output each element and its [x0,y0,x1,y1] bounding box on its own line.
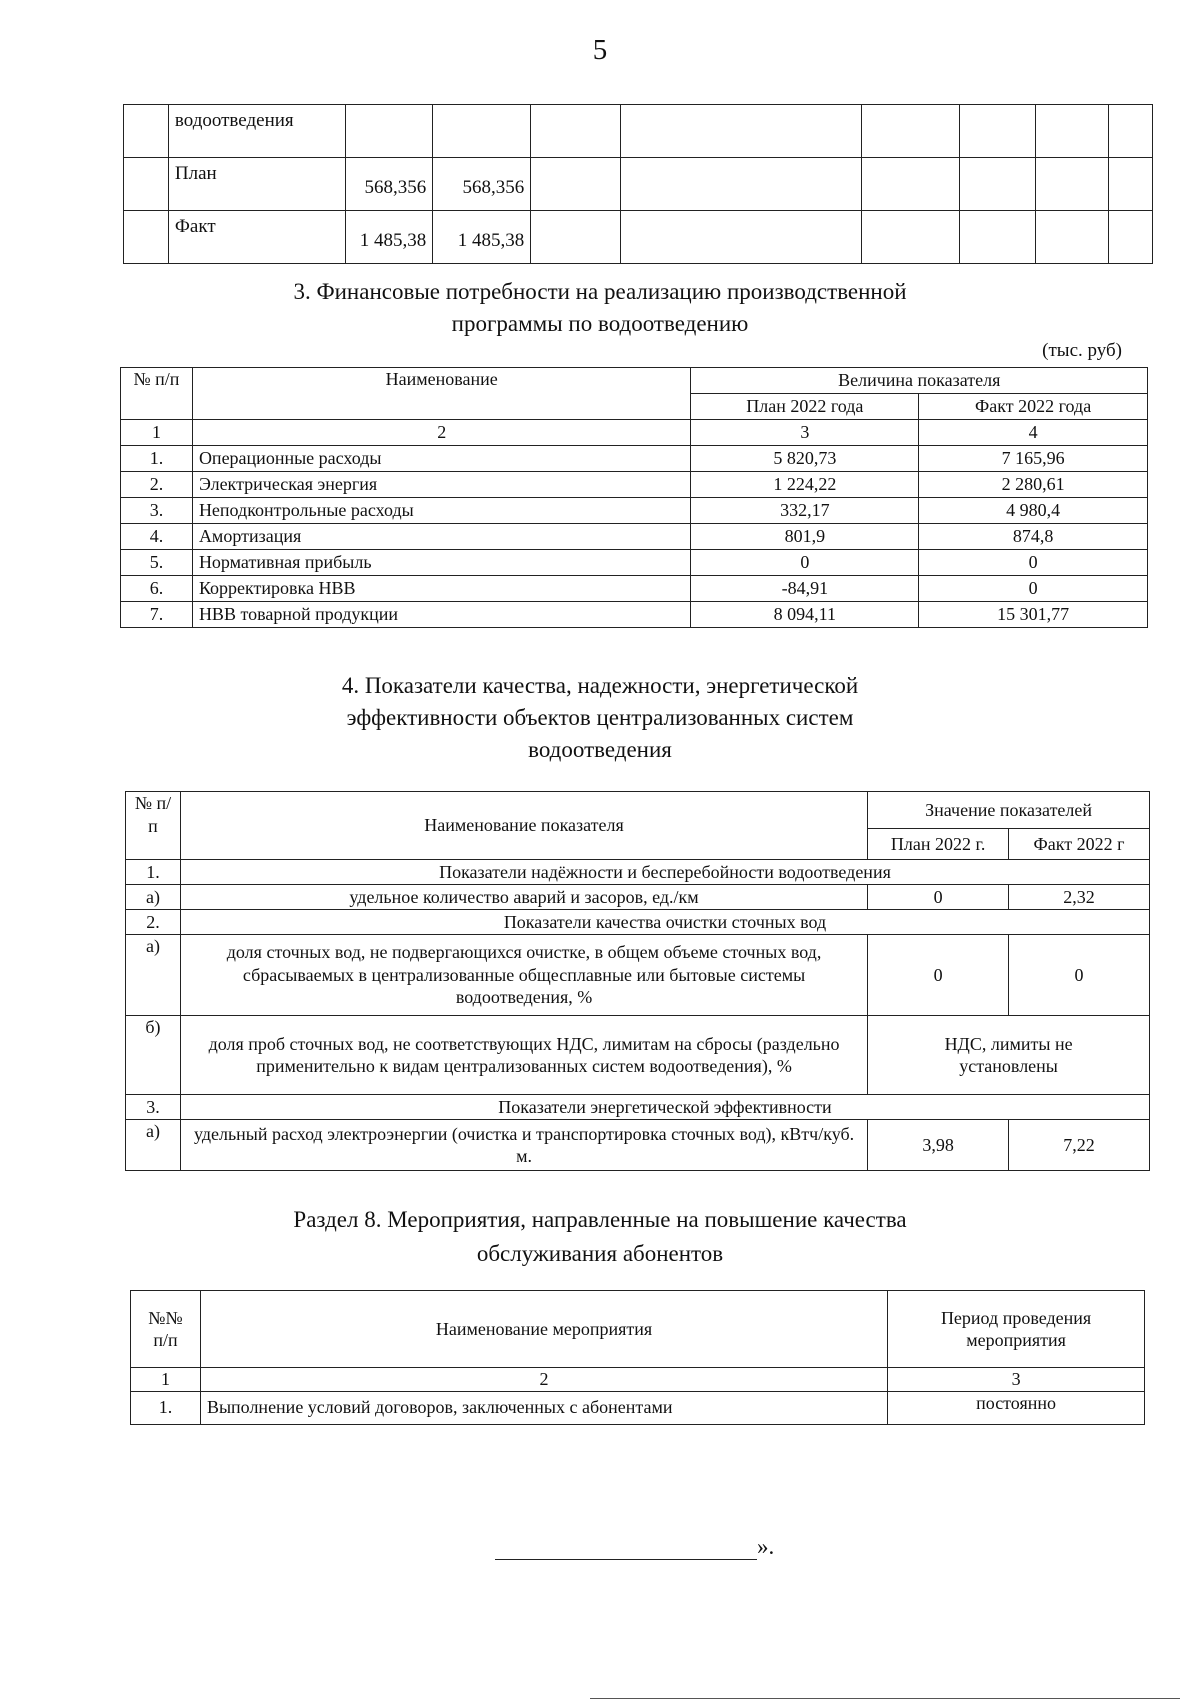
column-numbers-row: 1 2 3 [131,1368,1145,1392]
table-row: 1. Операционные расходы 5 820,73 7 165,96 [121,446,1148,472]
section4-title-line1: 4. Показатели качества, надежности, энергетической [341,673,859,698]
header-fact: Факт 2022 г [1009,829,1150,860]
plan-value: 1 485,38 [345,211,433,264]
header-num: № п/п [121,368,193,420]
section3-title-line1: 3. Финансовые потребности на реализацию производственной [293,279,907,304]
table-row: 5. Нормативная прибыль 0 0 [121,550,1148,576]
activities-table [130,1290,1145,1425]
table-row: а) доля сточных вод, не подвергающихся очистке, в общем объеме сточных вод, сбрасываемых в централизованные общесплавные или бытовые системы водоотведения, % 0 0 [126,935,1150,1016]
section4-title-line3: водоотведения [528,737,672,762]
section3-title-line2: программы по водоотведению [451,311,749,336]
finance-table [120,367,1148,628]
units-label: (тыс. руб) [1042,340,1122,361]
section8-title-line1: Раздел 8. Мероприятия, направленные на повышение качества [293,1207,907,1232]
header-plan: План 2022 г. [868,829,1009,860]
table-row: б) доля проб сточных вод, не соответствующих НДС, лимитам на сбросы (раздельно применительно к видам централизованных систем водоотведения), % НДС, лимиты не установлены [126,1016,1150,1095]
section4-title-line2: эффективности объектов централизованных систем [346,705,854,730]
table-row: а) удельное количество аварий и засоров, ед./км 0 2,32 [126,885,1150,910]
header-num: №№ п/п [131,1291,201,1368]
table-row: 6. Корректировка НВВ -84,91 0 [121,576,1148,602]
header-value: Величина показателя [691,368,1148,394]
column-numbers-row: 1 2 3 4 [121,420,1148,446]
table-row: а) удельный расход электроэнергии (очистка и транспортировка сточных вод), кВтч/куб. м. 3,98 7,22 [126,1120,1150,1171]
table-row: 4. Амортизация 801,9 874,8 [121,524,1148,550]
group-row: 3. Показатели энергетической эффективности [126,1095,1150,1120]
header-period: Период проведения мероприятия [888,1291,1145,1368]
row-label: водоотведения [168,105,345,158]
section8-title-line2: обслуживания абонентов [476,1241,724,1266]
plan-value: 568,356 [345,158,433,211]
row-label: Факт [168,211,345,264]
continuation-table [123,104,1153,264]
row-label: План [168,158,345,211]
closing-mark: ». [495,1534,774,1560]
header-num: № п/п [126,792,181,860]
header-value: Значение показателей [868,792,1150,829]
header-name: Наименование показателя [180,792,867,860]
table-row [124,211,1153,264]
header-name: Наименование [192,368,691,420]
table-row [124,105,1153,158]
table-row: 7. НВВ товарной продукции 8 094,11 15 301,77 [121,602,1148,628]
footer-divider [590,1698,1180,1699]
fact-value: 1 485,38 [433,211,531,264]
merged-value: НДС, лимиты не установлены [868,1016,1150,1095]
header-fact: Факт 2022 года [919,394,1148,420]
table-row: 3. Неподконтрольные расходы 332,17 4 980,4 [121,498,1148,524]
signature-line [495,1537,757,1560]
header-name: Наименование мероприятия [200,1291,887,1368]
group-row: 1. Показатели надёжности и бесперебойности водоотведения [126,860,1150,885]
fact-value: 568,356 [433,158,531,211]
quality-indicators-table [125,791,1150,1171]
group-row: 2. Показатели качества очистки сточных вод [126,910,1150,935]
table-row: 1. Выполнение условий договоров, заключенных с абонентами постоянно [131,1391,1145,1424]
table-row [124,158,1153,211]
table-row: 2. Электрическая энергия 1 224,22 2 280,61 [121,472,1148,498]
page-number: 5 [592,34,608,66]
header-plan: План 2022 года [691,394,919,420]
